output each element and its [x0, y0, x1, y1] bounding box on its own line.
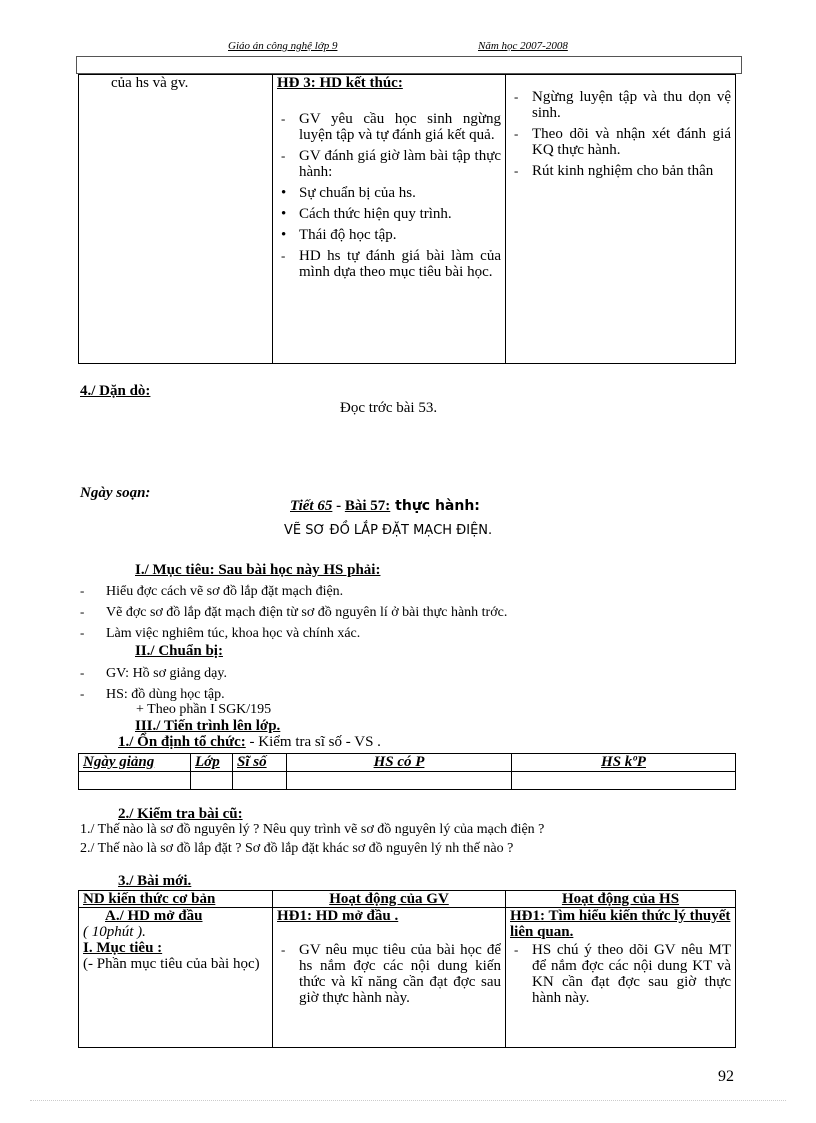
header-left: Giáo án công nghệ lớp 9	[228, 40, 338, 52]
att-header-count: Sĩ số	[233, 754, 287, 772]
list-item: • Sự chuẩn bị của hs.	[281, 185, 416, 201]
list-item: - Rút kinh nghiệm cho bản thân	[514, 163, 714, 179]
att-header-present: HS có P	[287, 754, 512, 772]
t3-header-gv: Hoạt động của GV	[273, 891, 506, 908]
activity-table-2	[78, 890, 736, 1048]
on-dinh: 1./ Ổn định tổ chức: - Kiểm tra sĩ số - VS .	[118, 734, 381, 750]
t3-header-content: ND kiến thức cơ bản	[79, 891, 273, 908]
page-number: 92	[718, 1068, 734, 1085]
t3-col2: HĐ1: HD mở đầu . - GV nêu mục tiêu của bài học để hs nắm đợc các nội dung kiến thức và kĩ năng cần đạt đợc sau giờ thực hành này.	[273, 908, 506, 1048]
t1-col3-list	[510, 89, 731, 179]
ngay-soan: Ngày soạn:	[80, 485, 151, 501]
list-item: - GV yêu cầu học sinh ngừng luyện tập và tự đánh giá kết quả.	[281, 111, 501, 143]
muc-tieu-title: I./ Mục tiêu: Sau bài học này HS phải:	[135, 562, 381, 578]
attendance-table	[78, 753, 736, 790]
dando-text: Đọc trớc bài 53.	[340, 400, 438, 416]
t1-col1: của hs và gv.	[79, 75, 273, 364]
muc-tieu-item: - Làm việc nghiêm túc, khoa học và chính xác.	[80, 625, 361, 641]
list-item: • Cách thức hiện quy trình.	[281, 206, 452, 222]
t1-col3	[506, 75, 736, 364]
lesson-thuc-hanh: thực hành:	[390, 498, 480, 514]
t1-col2	[273, 75, 506, 364]
att-header-absent: HS kºP	[512, 754, 736, 772]
t3-col1: A./ HD mở đầu ( 10phút ). I. Mục tiêu : (- Phần mục tiêu của bài học)	[79, 908, 273, 1048]
t1-col2-list	[277, 111, 501, 280]
dando-title: 4./ Dặn dò:	[80, 383, 151, 399]
list-item: - Theo dõi và nhận xét đánh giá KQ thực hành.	[514, 126, 731, 158]
lesson-title: Tiết 65 - Bài 57: thực hành:	[290, 498, 480, 514]
chuan-bi-title: II./ Chuẩn bị:	[135, 643, 223, 659]
header-right: Năm học 2007-2008	[478, 40, 568, 52]
lesson-tiet: Tiết 65	[290, 498, 333, 514]
kiem-tra-title: 2./ Kiểm tra bài cũ:	[118, 806, 243, 822]
activity-table-1	[78, 74, 736, 364]
list-item: - Ngừng luyện tập và thu dọn vệ sinh.	[514, 89, 731, 121]
att-header-date: Ngày giảng	[79, 754, 191, 772]
lesson-bai: Bài 57:	[344, 498, 391, 514]
kiem-tra-q1: 1./ Thế nào là sơ đồ nguyên lý ? Nêu quy trình vẽ sơ đồ nguyên lý của mạch điện ?	[80, 822, 545, 837]
bai-moi-title: 3./ Bài mới.	[118, 873, 192, 889]
header-ribbon	[76, 56, 742, 74]
footer-rule	[30, 1100, 786, 1101]
lesson-subtitle: VẼ SƠ ĐỒ LẮP ĐẶT MẠCH ĐIỆN.	[284, 523, 493, 538]
tien-trinh-title: III./ Tiến trình lên lớp.	[135, 718, 281, 734]
t3-col3: HĐ1: Tìm hiểu kiến thức lý thuyết liên quan. - HS chú ý theo dõi GV nêu MT để nắm đợc các nội dung KT và KN cần đạt đợc sau giờ thực hành này.	[506, 908, 736, 1048]
chuan-bi-hs: - HS: đồ dùng học tập.	[80, 686, 225, 702]
t3-header-hs: Hoạt động của HS	[506, 891, 736, 908]
muc-tieu-item: - Hiểu đợc cách vẽ sơ đồ lắp đặt mạch điện.	[80, 583, 344, 599]
att-header-class: Lớp	[191, 754, 233, 772]
list-item: • Thái độ học tập.	[281, 227, 397, 243]
t1-col2-title: HĐ 3: HD kết thúc:	[277, 75, 403, 91]
list-item: - GV đánh giá giờ làm bài tập thực hành:	[281, 148, 501, 180]
chuan-bi-gv: - GV: Hồ sơ giảng dạy.	[80, 665, 227, 681]
kiem-tra-q2: 2./ Thế nào là sơ đồ lắp đặt ? Sơ đồ lắp đặt khác sơ đồ nguyên lý nh thế nào ?	[80, 841, 514, 856]
list-item: - HD hs tự đánh giá bài làm của mình dựa theo mục tiêu bài học.	[281, 248, 501, 280]
muc-tieu-item: - Vẽ đợc sơ đồ lắp đặt mạch điện từ sơ đồ nguyên lí ở bài thực hành trớc.	[80, 604, 508, 620]
chuan-bi-hs-sub: + Theo phần I SGK/195	[136, 702, 272, 717]
